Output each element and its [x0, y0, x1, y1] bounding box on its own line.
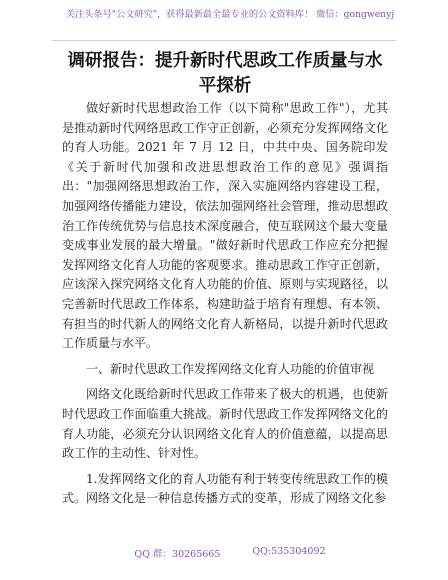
- section-heading: 一、新时代思政工作发挥网络文化育人功能的价值审视: [86, 361, 375, 376]
- document-body: [62, 99, 388, 509]
- header-divider: [52, 40, 396, 41]
- intro-paragraph: 做好新时代思想政治工作（以下简称"思政工作"），尤其是推动新时代网络思政工作守正创新，必须充分发挥网络文化的育人功能。2021 年 7 月 12 日，中共中央、国务院印发《关于新时代加强和改进思想政治工作的意见》强调指出："加强网络思想政治工作，深入实施网络内容建设工程，加强网络传播能力建设，依法加强网络社会管理，推动思想政治工作传统优势与信息技术深度融合，使互联网这个最大变量变成事业发展的最大增量。"做好新时代思政工作应充分把握发挥网络文化育人功能的客观要求。推动思政工作守正创新，应该深入探究网络文化育人功能的价值、原则与实现路径，以完善新时代思政工作体系，构建助益于培育有理想、有本领、有担当的时代新人的网络文化育人新格局，以提升新时代思政工作质量与水平。: [62, 101, 388, 351]
- document-title: 调研报告：提升新时代思政工作质量与水平探析: [67, 51, 383, 96]
- top-banner: 关注头条号"公文研究"，获得最新最全最专业的公文资料库！ 微信：gongwenyj: [65, 9, 395, 20]
- section-paragraph: 网络文化既给新时代思政工作带来了极大的机遇，也使新时代思政工作面临重大挑战。新时代思政工作发挥网络文化的育人功能，必须充分认识网络文化育人的价值意蕴，以提高思政工作的主动性、针对性。: [62, 387, 388, 461]
- footer-qq-group: QQ 群：30265665: [134, 549, 221, 560]
- footer: [100, 546, 360, 560]
- sub-heading-paragraph: 1.发挥网络文化的育人功能有利于转变传统思政工作的模式。网络文化是一种信息传播方式的变革，形成了网络文化参: [62, 471, 388, 506]
- footer-qq-contact: QQ:535304092: [252, 546, 326, 557]
